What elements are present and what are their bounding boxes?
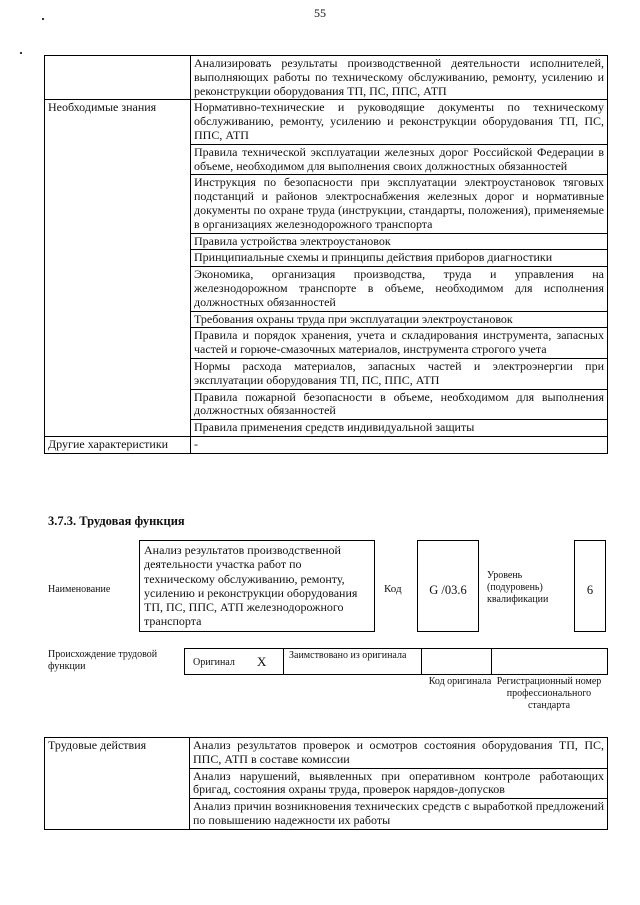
knowledge-item: Экономика, организация производства, труда и управления на железнодорожном транспорте в объеме, необходимом для исполнения должностных обязанностей [191, 267, 608, 311]
action-item: Анализ причин возникновения технических средств с выработкой предложений по повышению надежности их работы [190, 799, 608, 830]
origin-label: Происхождение трудовой функции [48, 649, 158, 672]
other-value: - [191, 436, 608, 453]
level-label: Уровень (подуровень) квалификации [487, 570, 549, 605]
function-name-box: Анализ результатов производственной деятельности участка работ по техническому обслуживанию, ремонту, усилению и реконструкции оборудования ТП, ПС, ППС, АТП железнодорожного транспорта [139, 540, 375, 632]
knowledge-item: Нормативно-технические и руководящие документы по техническому обслуживанию, ремонту, усилению и реконструкции оборудования ТП, ПС, ППС, АТП [191, 100, 608, 144]
divider [421, 649, 422, 674]
name-label: Наименование [48, 584, 111, 595]
scan-mark [20, 52, 22, 54]
skill-cell: Анализировать результаты производственной деятельности исполнителей, выполняющих работы по техническому обслуживанию, ремонту, усилению и реконструкции оборудования ТП, ПС, ППС, АТП [191, 56, 608, 100]
actions-label: Трудовые действия [45, 738, 190, 830]
code-caption: Код оригинала [428, 676, 492, 687]
code-value: G /03.6 [417, 540, 479, 632]
table-row [45, 436, 608, 453]
divider [283, 649, 284, 674]
action-item: Анализ нарушений, выявленных при оперативном контроле работающих бригад, состояния охраны труда, проверок нарядов-допусков [190, 768, 608, 799]
other-label: Другие характеристики [45, 436, 191, 453]
knowledge-item: Требования охраны труда при эксплуатации электроустановок [191, 311, 608, 328]
knowledge-item: Инструкция по безопасности при эксплуатации электроустановок тяговых подстанций и районов электроснабжения железных дорог и нормативные документы по охране труда (инструкции, стандарты, положения), применяемые в организациях железнодорожного транспорта [191, 175, 608, 233]
actions-table [44, 737, 608, 830]
knowledge-item: Правила устройства электроустановок [191, 233, 608, 250]
knowledge-item: Правила технической эксплуатации железных дорог Российской Федерации в объеме, необходимом для выполнения своих должностных обязанностей [191, 144, 608, 175]
scan-mark [42, 18, 44, 20]
borrowed-label: Заимствовано из оригинала [289, 650, 407, 661]
reg-caption: Регистрационный номер профессионального стандарта [496, 676, 602, 711]
knowledge-label: Необходимые знания [45, 100, 191, 437]
divider [491, 649, 492, 674]
section-title: 3.7.3. Трудовая функция [48, 514, 185, 528]
empty-cell [45, 56, 191, 100]
original-label: Оригинал [193, 657, 235, 668]
page-number: 55 [314, 6, 326, 20]
level-value: 6 [574, 540, 606, 632]
knowledge-item: Принципиальные схемы и принципы действия приборов диагностики [191, 250, 608, 267]
knowledge-table [44, 55, 608, 454]
original-mark: X [257, 654, 267, 669]
knowledge-item: Правила применения средств индивидуальной защиты [191, 420, 608, 437]
knowledge-item: Нормы расхода материалов, запасных частей и электроэнергии при эксплуатации оборудования ТП, ПС, ППС, АТП [191, 358, 608, 389]
knowledge-item: Правила пожарной безопасности в объеме, необходимом для выполнения должностных обязанностей [191, 389, 608, 420]
code-label: Код [384, 583, 402, 595]
knowledge-item: Правила и порядок хранения, учета и складирования инструмента, запасных частей и горюче-смазочных материалов, инструмента строгого учета [191, 328, 608, 359]
origin-table [184, 648, 608, 675]
action-item: Анализ результатов проверок и осмотров состояния оборудования ТП, ПС, ППС, АТП в составе комиссии [190, 738, 608, 769]
table-row [45, 100, 608, 144]
table-row [45, 56, 608, 100]
table-row [45, 738, 608, 769]
